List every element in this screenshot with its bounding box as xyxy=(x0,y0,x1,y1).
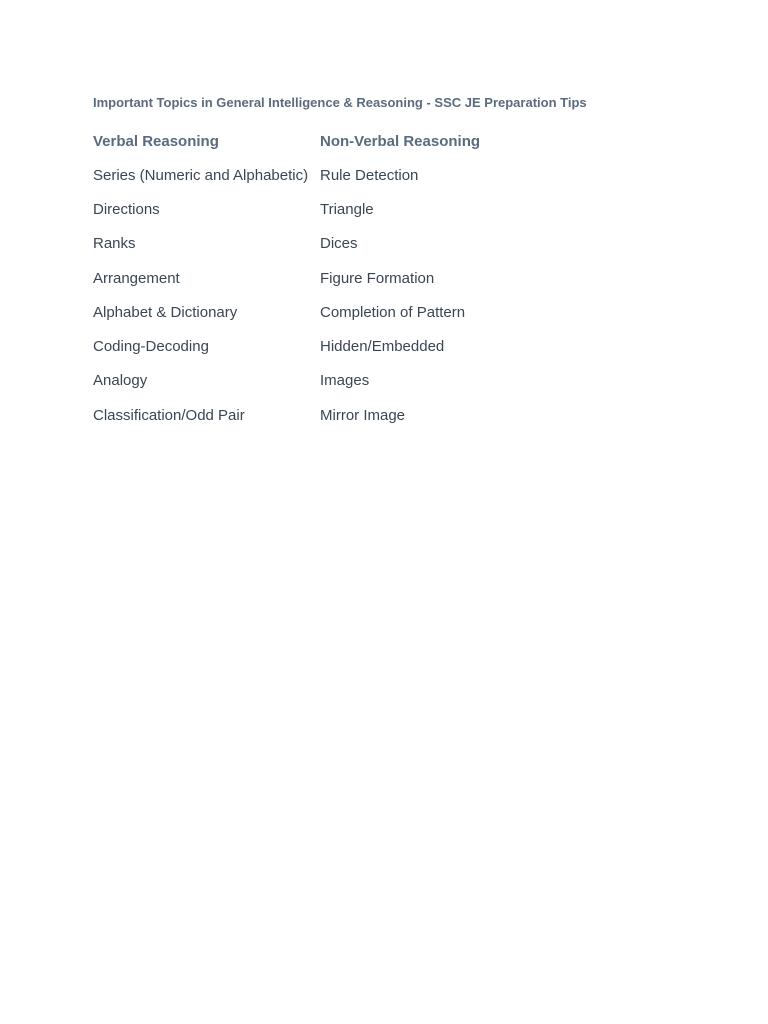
table-row xyxy=(93,364,480,398)
verbal-topic-cell: Series (Numeric and Alphabetic) xyxy=(93,166,309,184)
document-title: Important Topics in General Intelligence & Reasoning - SSC JE Preparation Tips xyxy=(93,95,587,110)
table-row xyxy=(93,192,480,226)
table-header-row xyxy=(93,124,480,158)
non-verbal-topic-cell: Images xyxy=(320,372,370,390)
table-row xyxy=(93,158,480,192)
table-row xyxy=(93,227,480,261)
verbal-topic-cell: Alphabet & Dictionary xyxy=(93,303,238,321)
verbal-topic-cell: Ranks xyxy=(93,235,136,253)
non-verbal-topic-cell: Figure Formation xyxy=(320,269,435,287)
topics-table xyxy=(93,124,480,432)
table-row xyxy=(93,295,480,329)
verbal-topic-cell: Arrangement xyxy=(93,269,180,287)
non-verbal-topic-cell: Hidden/Embedded xyxy=(320,338,445,356)
non-verbal-topic-cell: Triangle xyxy=(320,200,374,218)
non-verbal-topic-cell: Mirror Image xyxy=(320,406,406,424)
table-row xyxy=(93,398,480,432)
verbal-topic-cell: Coding-Decoding xyxy=(93,338,209,356)
non-verbal-topic-cell: Completion of Pattern xyxy=(320,303,466,321)
verbal-topic-cell: Directions xyxy=(93,200,160,218)
column-header-verbal: Verbal Reasoning xyxy=(93,132,219,150)
column-header-non-verbal: Non-Verbal Reasoning xyxy=(320,132,481,150)
verbal-topic-cell: Classification/Odd Pair xyxy=(93,406,245,424)
verbal-topic-cell: Analogy xyxy=(93,372,148,390)
document-page xyxy=(93,94,733,432)
non-verbal-topic-cell: Dices xyxy=(320,235,358,253)
table-row xyxy=(93,261,480,295)
table-row xyxy=(93,329,480,363)
non-verbal-topic-cell: Rule Detection xyxy=(320,166,419,184)
